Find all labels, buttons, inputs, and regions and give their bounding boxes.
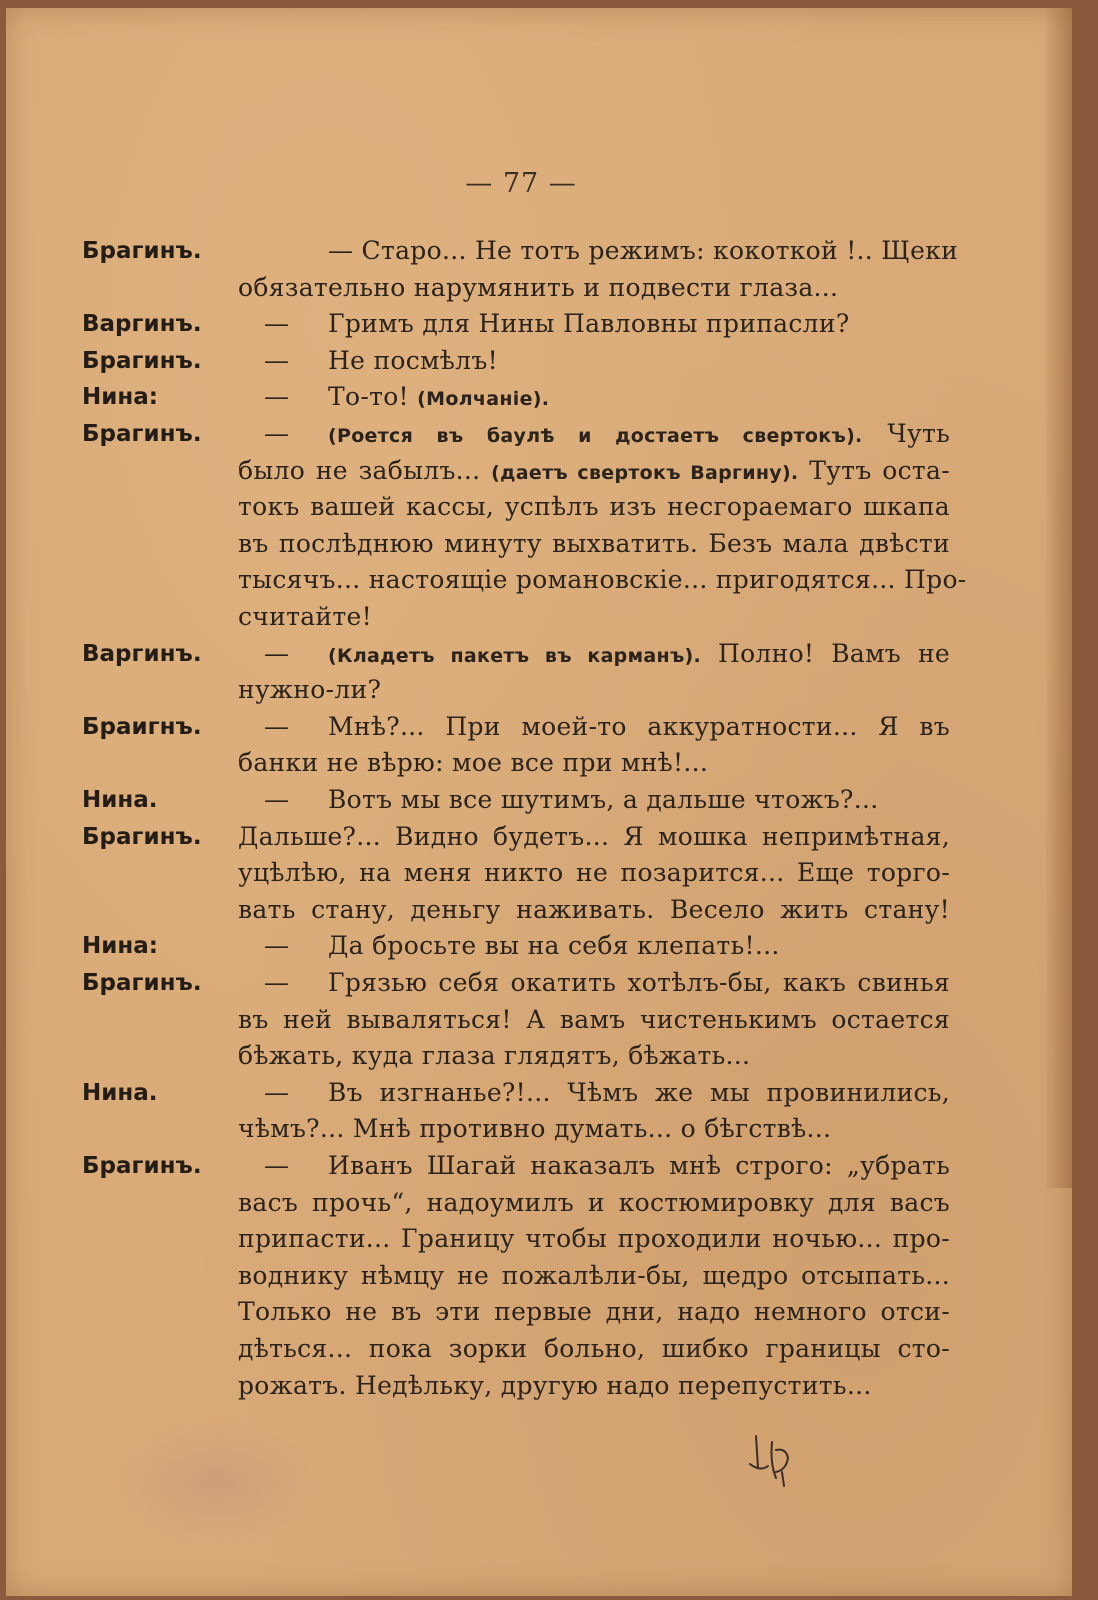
dialogue-dash: —: [264, 785, 289, 814]
speaker-name: Брагинъ.: [82, 1153, 202, 1179]
dialogue-line: [6, 822, 1072, 858]
dialogue-dash: —: [264, 346, 289, 375]
dialogue-text: [238, 675, 950, 704]
spoken-text: Грязью себя окатить хотѣлъ-бы, какъ свинья: [328, 968, 950, 997]
speaker-name: Браигнъ.: [82, 714, 202, 740]
dialogue-line: [6, 748, 1072, 784]
spoken-text: въ ней вываляться! А вамъ чистенькимъ остается: [238, 1005, 950, 1034]
dialogue-text: [238, 529, 950, 558]
speaker-name: Нина.: [82, 787, 158, 813]
dialogue-line: [6, 236, 1072, 272]
dialogue-line: [6, 346, 1072, 382]
dialogue-line: [6, 895, 1072, 931]
dialogue-line: [6, 456, 1072, 492]
dialogue-text: [328, 712, 950, 741]
dialogue-line: [6, 273, 1072, 309]
spoken-text: считайте!: [238, 602, 372, 631]
dialogue-line: [6, 1078, 1072, 1114]
speaker-name: Брагинъ.: [82, 824, 202, 850]
dialogue-text: [238, 1224, 950, 1253]
dialogue-dash: —: [264, 712, 289, 741]
spoken-text: Вотъ мы все шутимъ, а дальше чтожъ?...: [328, 785, 879, 814]
dialogue-line: [6, 785, 1072, 821]
dialogue-text: [328, 419, 950, 448]
dialogue-line: [6, 931, 1072, 967]
book-page: [6, 8, 1072, 1596]
spoken-text: васъ прочь“, надоумилъ и костюмировку для васъ: [238, 1188, 950, 1217]
spoken-text: Да бросьте вы на себя клепать!...: [328, 931, 780, 960]
spoken-text: Иванъ Шагай наказалъ мнѣ строго: „убрать: [328, 1151, 950, 1180]
dialogue-dash: —: [264, 1151, 289, 1180]
spoken-text: Мнѣ?... При моей-то аккуратности... Я въ: [328, 712, 950, 741]
dialogue-text: [238, 1297, 950, 1326]
dialogue-line: [6, 419, 1072, 455]
dialogue-dash: —: [264, 1078, 289, 1107]
dialogue-line: [6, 309, 1072, 345]
dialogue-text: [238, 456, 950, 485]
spoken-text: припасти... Границу чтобы проходили ночью... про-: [238, 1224, 950, 1253]
dialogue-line: [6, 1297, 1072, 1333]
spoken-text: Полно! Вамъ не: [701, 639, 950, 668]
speaker-name: Брагинъ.: [82, 970, 202, 996]
ink-smudge: [116, 1418, 316, 1548]
dialogue-text: [238, 492, 950, 521]
dialogue-line: [6, 1188, 1072, 1224]
speaker-name: Нина:: [82, 933, 158, 959]
dialogue-text: [328, 931, 950, 960]
dialogue-text: [328, 1151, 950, 1180]
dialogue-dash: —: [264, 968, 289, 997]
spoken-text: токъ вашей кассы, успѣлъ изъ несгораемаго шкапа: [238, 492, 950, 521]
speaker-name: Нина.: [82, 1080, 158, 1106]
spoken-text: уцѣлѣю, на меня никто не позарится... Еще торго-: [238, 858, 950, 887]
spoken-text: Гримъ для Нины Павловны припасли?: [328, 309, 850, 338]
dialogue-line: [6, 1151, 1072, 1187]
dialogue-text: [238, 822, 950, 851]
dialogue-dash: —: [264, 419, 289, 448]
spoken-text: воднику нѣмцу не пожалѣли-бы, щедро отсыпать...: [238, 1261, 950, 1290]
stage-direction: (даетъ свертокъ Варгину).: [491, 462, 799, 484]
dialogue-line: [6, 1005, 1072, 1041]
spoken-text: было не забылъ...: [238, 456, 492, 485]
page-number: — 77 —: [465, 168, 577, 199]
spoken-text: рожатъ. Недѣльку, другую надо перепустить...: [238, 1371, 872, 1400]
spoken-text: Только не въ эти первые дни, надо немного отси-: [238, 1297, 950, 1326]
spoken-text: бѣжать, куда глаза глядятъ, бѣжать...: [238, 1041, 751, 1070]
dialogue-text: [238, 565, 967, 594]
dialogue-text: [238, 1005, 950, 1034]
dialogue-text: [328, 785, 950, 814]
dialogue-line: [6, 492, 1072, 528]
dialogue-text: [238, 1334, 950, 1363]
spoken-text: Въ изгнанье?!... Чѣмъ же мы провинились,: [328, 1078, 950, 1107]
dialogue-dash: —: [264, 639, 289, 668]
spoken-text: Тутъ оста-: [798, 456, 950, 485]
dialogue-text: [328, 1078, 950, 1107]
stage-direction: (Роется въ баулѣ и достаетъ свертокъ).: [328, 425, 863, 447]
dialogue-line: [6, 639, 1072, 675]
dialogue-line: [6, 382, 1072, 418]
spoken-text: Не посмѣлъ!: [328, 346, 498, 375]
dialogue-text: [238, 895, 950, 924]
dialogue-line: [6, 675, 1072, 711]
dialogue-text: [238, 273, 950, 302]
spoken-text: нужно-ли?: [238, 675, 382, 704]
spoken-text: вать стану, деньгу наживать. Весело жить стану!: [238, 895, 950, 924]
dialogue-line: [6, 529, 1072, 565]
dialogue-text: [238, 1188, 950, 1217]
handwritten-mark: [746, 1428, 796, 1488]
speaker-name: Брагинъ.: [82, 421, 202, 447]
dialogue-text: [238, 1114, 950, 1143]
dialogue-dash: —: [264, 309, 289, 338]
dialogue-text: [238, 748, 950, 777]
dialogue-line: [6, 1334, 1072, 1370]
speaker-name: Варгинъ.: [82, 641, 202, 667]
speaker-name: Брагинъ.: [82, 238, 202, 264]
spoken-text: То-то!: [328, 382, 418, 411]
dialogue-line: [6, 1224, 1072, 1260]
spoken-text: Дальше?... Видно будетъ... Я мошка непримѣтная,: [238, 822, 950, 851]
stage-direction: (Кладетъ пакетъ въ карманъ).: [328, 645, 702, 667]
spoken-text: Чуть: [862, 419, 950, 448]
dialogue-text: [238, 858, 950, 887]
dialogue-line: [6, 968, 1072, 1004]
dialogue-dash: —: [264, 382, 289, 411]
spoken-text: — Старо... Не тотъ режимъ: кокоткой !.. Щеки: [328, 236, 959, 265]
dialogue-text: [238, 602, 950, 631]
speaker-name: Варгинъ.: [82, 311, 202, 337]
stage-direction: (Молчаніе).: [417, 388, 550, 410]
dialogue-line: [6, 1261, 1072, 1297]
dialogue-dash: —: [264, 931, 289, 960]
dialogue-text: [328, 346, 950, 375]
dialogue-line: [6, 602, 1072, 638]
dialogue-line: [6, 1041, 1072, 1077]
dialogue-text: [238, 1041, 950, 1070]
dialogue-text: [328, 382, 950, 411]
spoken-text: въ послѣднюю минуту выхватить. Безъ мала двѣсти: [238, 529, 950, 558]
spoken-text: дѣться... пока зорки больно, шибко границы сто-: [238, 1334, 950, 1363]
spoken-text: банки не вѣрю: мое все при мнѣ!...: [238, 748, 709, 777]
dialogue-text: [238, 1371, 950, 1400]
dialogue-text: [328, 639, 950, 668]
speaker-name: Брагинъ.: [82, 348, 202, 374]
spoken-text: чѣмъ?... Мнѣ противно думать... о бѣгствѣ...: [238, 1114, 832, 1143]
dialogue-line: [6, 1114, 1072, 1150]
dialogue-line: [6, 858, 1072, 894]
dialogue-line: [6, 565, 1072, 601]
spoken-text: обязательно нарумянить и подвести глаза...: [238, 273, 839, 302]
spoken-text: тысячъ... настоящіе романовскіе... пригодятся... Про-: [238, 565, 967, 594]
dialogue-line: [6, 712, 1072, 748]
dialogue-text: [328, 968, 950, 997]
dialogue-text: [238, 1261, 950, 1290]
speaker-name: Нина:: [82, 384, 158, 410]
dialogue-text: [328, 309, 950, 338]
dialogue-text: [328, 236, 959, 265]
dialogue-line: [6, 1371, 1072, 1407]
